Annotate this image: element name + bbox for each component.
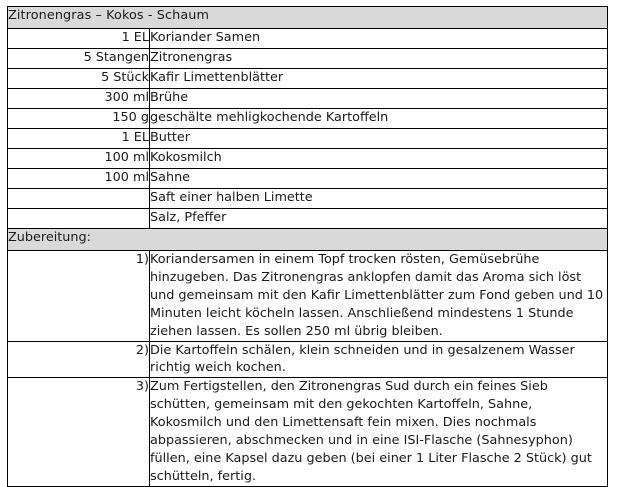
ingredient-row <box>8 109 608 129</box>
ingredient-row <box>8 169 608 189</box>
step-text-cell <box>150 378 608 486</box>
ingredient-name: Koriander Samen <box>150 29 608 49</box>
ingredient-quantity: 1 EL <box>8 29 150 49</box>
ingredient-name: geschälte mehligkochende Kartoffeln <box>150 109 608 129</box>
ingredient-name: Salz, Pfeffer <box>150 209 608 229</box>
ingredient-name: Kafir Limettenblätter <box>150 69 608 89</box>
preparation-heading: Zubereitung: <box>8 229 608 251</box>
preparation-step-row <box>8 341 608 378</box>
ingredient-quantity: 100 ml <box>8 169 150 189</box>
ingredient-name: Butter <box>150 129 608 149</box>
ingredient-name: Zitronengras <box>150 49 608 69</box>
ingredient-row <box>8 29 608 49</box>
step-text-cell <box>150 251 608 342</box>
preparation-step-row <box>8 251 608 342</box>
ingredient-row <box>8 149 608 169</box>
preparation-step-row <box>8 378 608 486</box>
recipe-title-row <box>8 7 608 29</box>
ingredient-name: Kokosmilch <box>150 149 608 169</box>
ingredient-quantity <box>8 209 150 229</box>
ingredient-quantity: 1 EL <box>8 129 150 149</box>
step-text-cell <box>150 341 608 378</box>
ingredient-name: Brühe <box>150 89 608 109</box>
ingredient-row <box>8 69 608 89</box>
step-number: 1) <box>8 251 150 342</box>
ingredient-row <box>8 49 608 69</box>
step-text: Die Kartoffeln schälen, klein schneiden und in gesalzenem Wasser richtig weich kochen. <box>150 342 575 376</box>
recipe-title: Zitronengras – Kokos - Schaum <box>8 7 608 29</box>
recipe-table-body <box>8 7 608 487</box>
step-text: Zum Fertigstellen, den Zitronengras Sud durch ein feines Sieb schütten, gemeinsam mit den gekochten Kartoffeln, Sahne, Kokosmilch und den Limettensaft fein mixen. Dies nochmals abpassieren, abschmecken und in eine ISI-Flasche (Sahnesyphon) füllen, eine Kapsel dazu geben (bei einer 1 Liter Flasche 2 Stück) gut schütteln, fertig. <box>150 379 592 484</box>
ingredient-name: Saft einer halben Limette <box>150 189 608 209</box>
preparation-heading-row <box>8 229 608 251</box>
step-number: 3) <box>8 378 150 486</box>
ingredient-row <box>8 89 608 109</box>
step-text: Koriandersamen in einem Topf trocken rösten, Gemüsebrühe hinzugeben. Das Zitronengras anklopfen damit das Aroma sich löst und gemeinsam mit den Kafir Limettenblätter zum Fond geben und 10 Minuten leicht köcheln lassen. Anschließend mindestens 1 Stunde ziehen lassen. Es sollen 250 ml übrig bleiben. <box>150 252 604 339</box>
ingredient-quantity: 5 Stangen <box>8 49 150 69</box>
ingredient-name: Sahne <box>150 169 608 189</box>
ingredient-quantity: 300 ml <box>8 89 150 109</box>
ingredient-row <box>8 129 608 149</box>
recipe-table <box>7 6 608 487</box>
ingredient-quantity: 100 ml <box>8 149 150 169</box>
step-number: 2) <box>8 341 150 378</box>
ingredient-quantity: 5 Stück <box>8 69 150 89</box>
ingredient-row <box>8 189 608 209</box>
ingredient-quantity <box>8 189 150 209</box>
ingredient-row <box>8 209 608 229</box>
ingredient-quantity: 150 g <box>8 109 150 129</box>
